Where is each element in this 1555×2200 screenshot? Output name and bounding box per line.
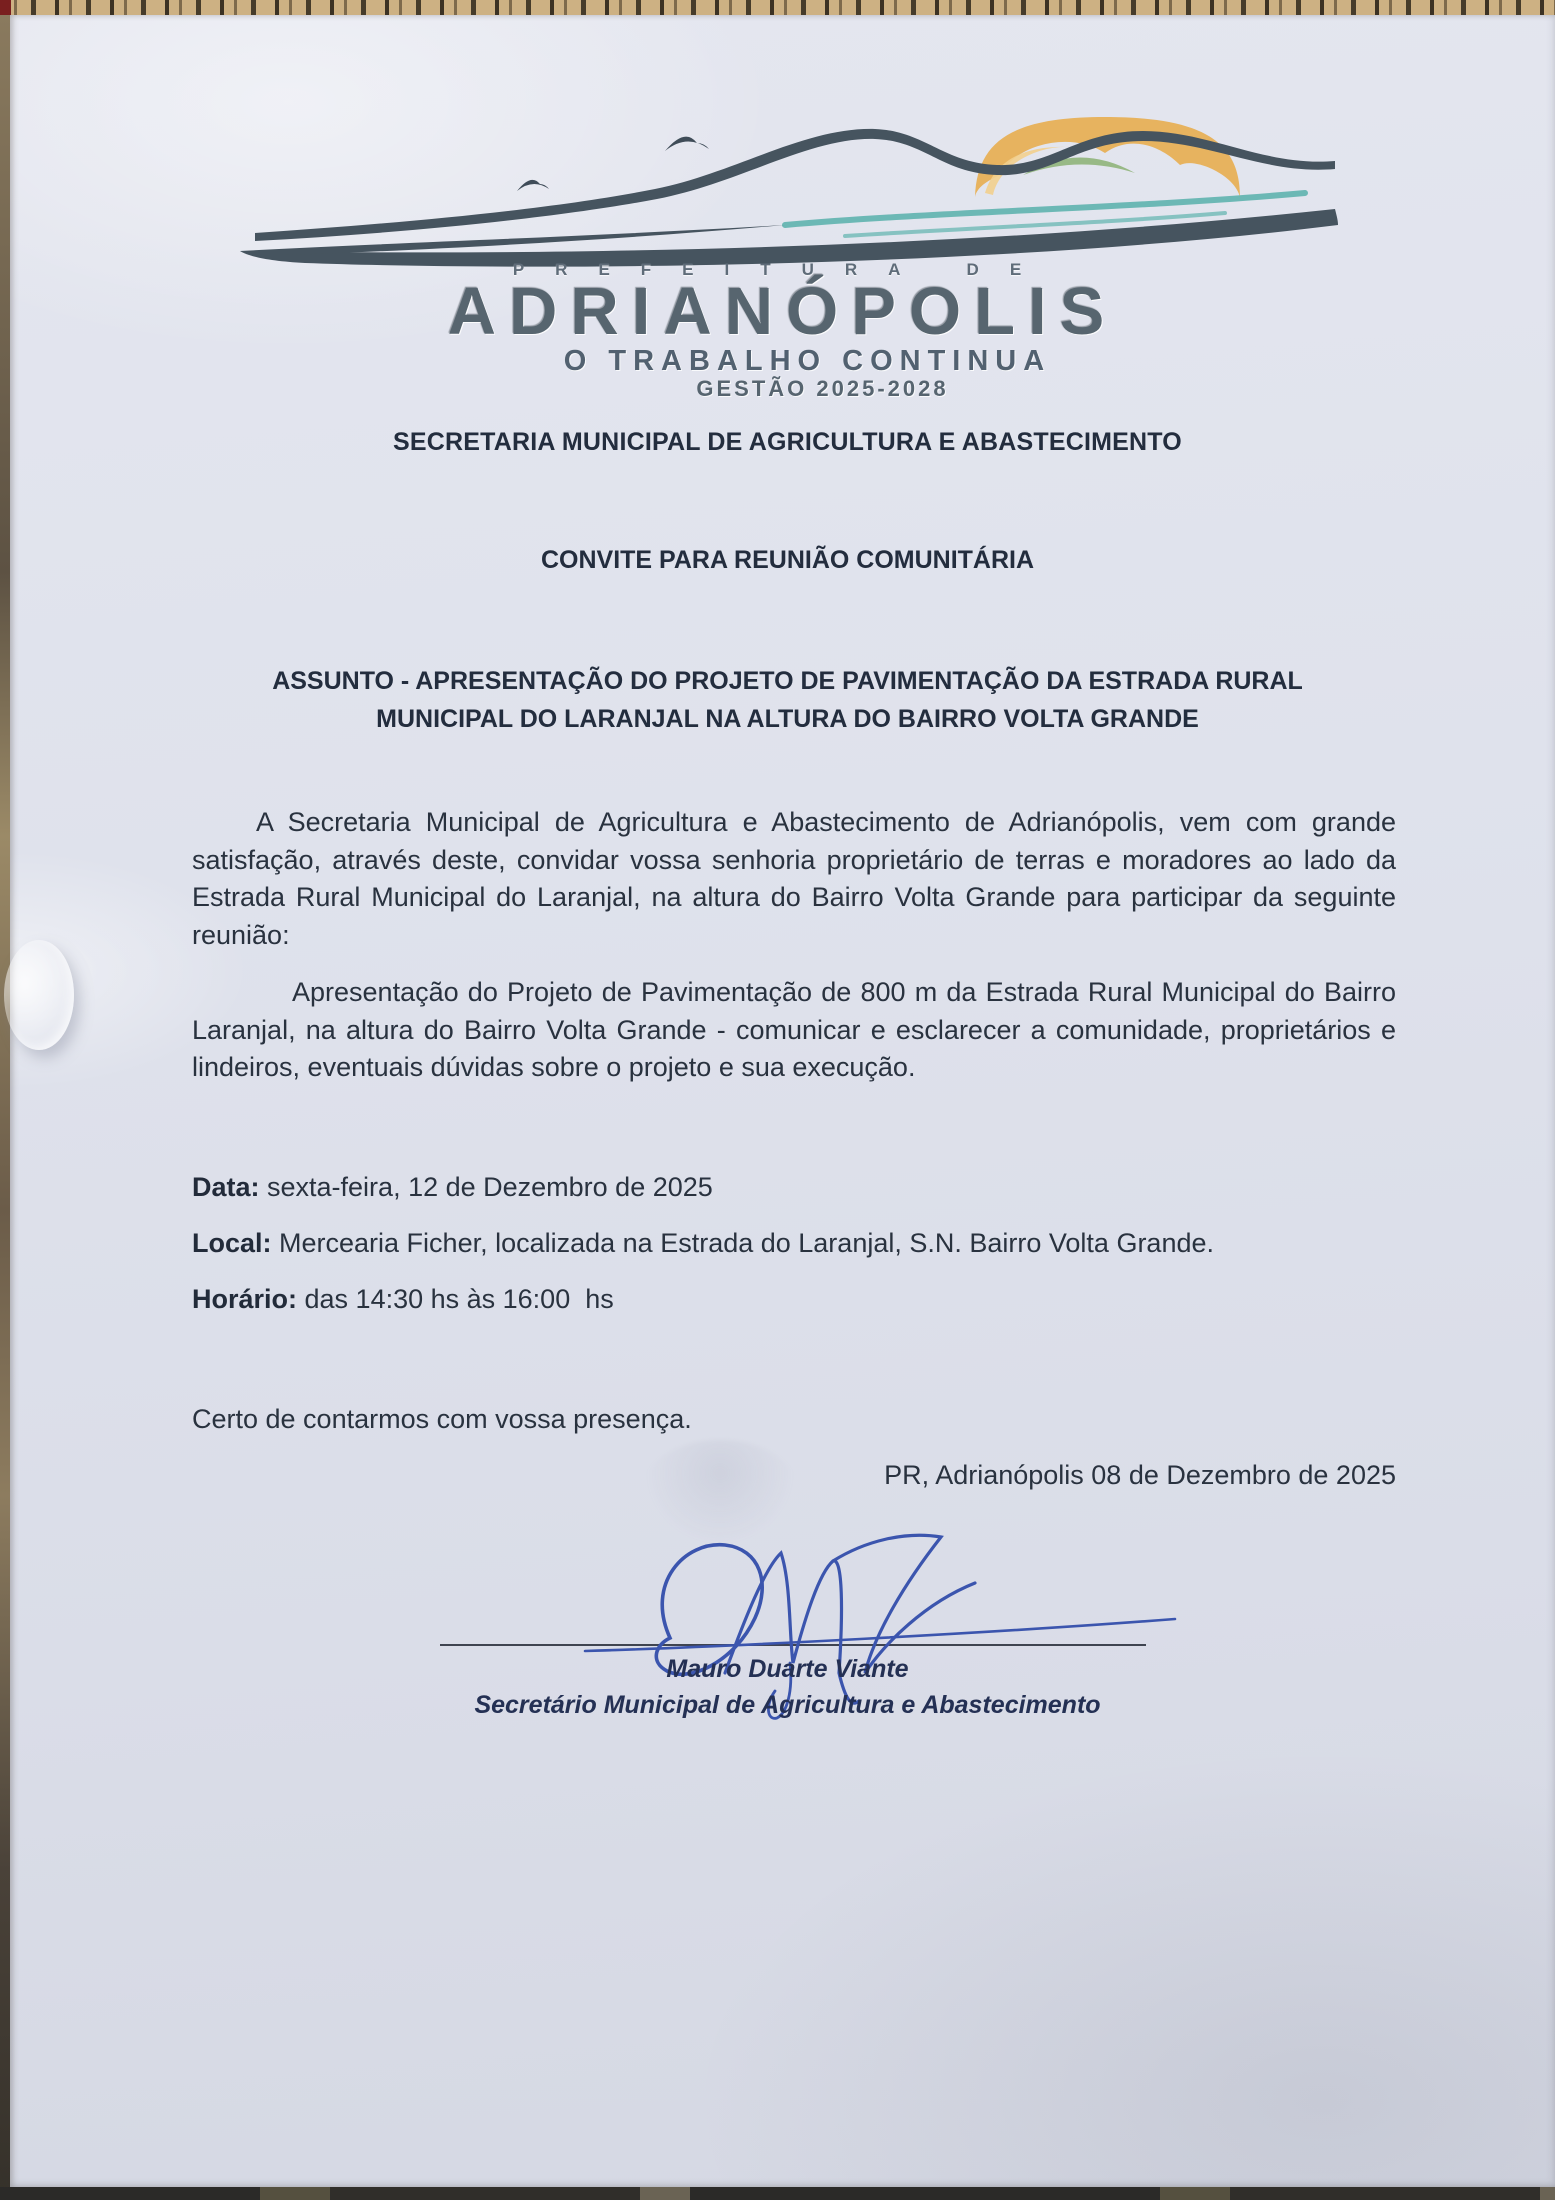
detail-location-value: Mercearia Ficher, localizada na Estrada do Laranjal, S.N. Bairro Volta Grande. (271, 1228, 1214, 1258)
paper-crease (4, 940, 74, 1050)
signer-title: Secretário Municipal de Agricultura e Abastecimento (474, 1691, 1101, 1719)
document-title: CONVITE PARA REUNIÃO COMUNITÁRIA (540, 546, 1035, 574)
bird-icon (665, 137, 709, 151)
subject-line-1: ASSUNTO - APRESENTAÇÃO DO PROJETO DE PAVIMENTAÇÃO DA ESTRADA RURAL (272, 667, 1303, 695)
detail-location (192, 1228, 1396, 1259)
logo-slogan: O TRABALHO CONTINUA (563, 345, 1052, 377)
detail-time (192, 1284, 1396, 1315)
background-surface-bottom (0, 2187, 1555, 2200)
detail-date-label: Data: (192, 1172, 260, 1202)
background-surface-top (0, 0, 1555, 15)
sun-icon (975, 117, 1240, 197)
background-surface-left (0, 0, 10, 2200)
logo-prefeitura-de: PREFEITURA DE (512, 260, 1053, 279)
body-paragraph-2: Apresentação do Projeto de Pavimentação de 800 m da Estrada Rural Municipal do Bairro Laranjal, na altura do Bairro Volta Grande - comunicar e esclarecer a comunidade, proprietários e lindeiros, eventuais dúvidas sobre o projeto e sua execução. (192, 977, 1396, 1082)
place-and-date: PR, Adrianópolis 08 de Dezembro de 2025 (884, 1460, 1396, 1490)
subject-line-2: MUNICIPAL DO LARANJAL NA ALTURA DO BAIRRO VOLTA GRANDE (376, 705, 1199, 733)
detail-date-value: sexta-feira, 12 de Dezembro de 2025 (259, 1172, 713, 1202)
detail-date (192, 1172, 1396, 1203)
background-red-mark (0, 0, 11, 15)
signer-name: Mauro Duarte Viante (666, 1655, 909, 1683)
body-paragraph-1: A Secretaria Municipal de Agricultura e Abastecimento de Adrianópolis, vem com grande satisfação, através deste, convidar vossa senhoria proprietário de terras e moradores ao lado da Estrada Rural Municipal do Laranjal, na altura do Bairro Volta Grande para participar da seguinte reunião: (192, 807, 1396, 950)
logo-city-name: ADRIANÓPOLIS (447, 274, 1118, 349)
department-heading: SECRETARIA MUNICIPAL DE AGRICULTURA E ABASTECIMENTO (393, 428, 1182, 456)
municipality-logo (225, 105, 1340, 273)
detail-location-label: Local: (192, 1228, 272, 1258)
bird-icon (517, 180, 549, 191)
logo-gestao: GESTÃO 2025-2028 (696, 376, 949, 401)
subject-heading (160, 662, 1415, 738)
detail-time-value: das 14:30 hs às 16:00 hs (297, 1284, 614, 1314)
closing-sentence: Certo de contarmos com vossa presença. (192, 1404, 692, 1434)
paper-sheet (10, 15, 1555, 2187)
detail-time-label: Horário: (192, 1284, 298, 1314)
